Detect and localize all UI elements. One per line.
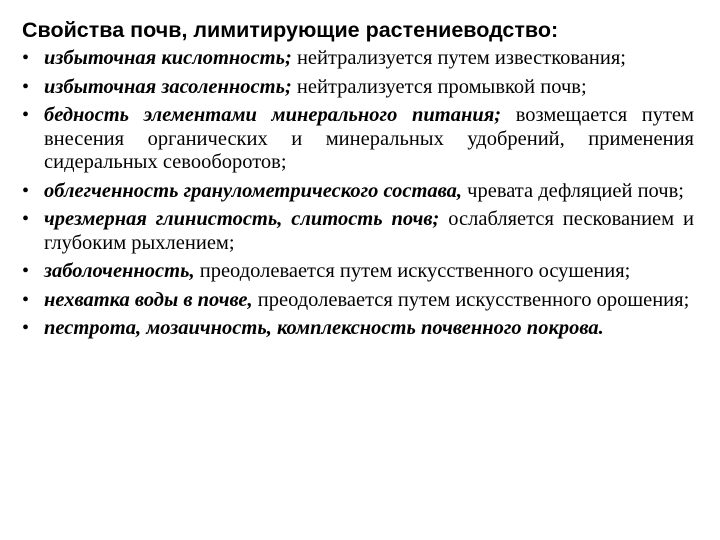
bullet-icon: • bbox=[22, 317, 30, 339]
list-item bbox=[22, 76, 694, 100]
item-term: заболоченность, bbox=[44, 260, 195, 282]
list-item bbox=[22, 317, 694, 341]
item-term: бедность элементами минерального питания; bbox=[44, 104, 502, 126]
item-text: нейтрализуется промывкой почв; bbox=[291, 75, 587, 98]
item-term: избыточная кислотность; bbox=[44, 47, 292, 69]
item-text: возмещается путем внесения органических и минеральных удобрений, применения сидеральных севооборотов; bbox=[44, 104, 694, 173]
item-text: нейтрализуется путем известкования; bbox=[291, 47, 626, 69]
bullet-icon: • bbox=[22, 208, 30, 230]
bullet-icon: • bbox=[22, 104, 30, 126]
item-term: пестрота, мозаичность, комплексность почвенного покрова. bbox=[44, 317, 604, 339]
bullet-icon: • bbox=[22, 47, 30, 69]
list-item bbox=[22, 208, 694, 255]
item-text: преодолевается путем искусственного орошения; bbox=[252, 288, 690, 311]
list-item bbox=[22, 47, 694, 71]
list-item bbox=[22, 289, 694, 313]
bullet-icon: • bbox=[22, 260, 30, 282]
slide-title: Свойства почв, лимитирующие растениеводство: bbox=[22, 18, 559, 42]
bullet-icon: • bbox=[22, 179, 30, 202]
list-item bbox=[22, 104, 694, 175]
item-term: облегченность гранулометрического состава, bbox=[44, 179, 463, 202]
bullet-icon: • bbox=[22, 288, 30, 311]
item-term: избыточная засоленность; bbox=[44, 75, 292, 98]
bullet-icon: • bbox=[22, 75, 30, 98]
item-text: чревата дефляцией почв; bbox=[462, 179, 684, 202]
item-text: преодолевается путем искусственного осушения; bbox=[194, 260, 631, 282]
item-term: нехватка воды в почве, bbox=[44, 288, 253, 311]
list-item bbox=[22, 180, 694, 204]
bullet-list bbox=[22, 47, 694, 341]
list-item bbox=[22, 260, 694, 284]
item-text: ослабляется пескованием и глубоким рыхлением; bbox=[44, 208, 694, 254]
item-term: чрезмерная глинистость, слитость почв; bbox=[44, 208, 440, 230]
